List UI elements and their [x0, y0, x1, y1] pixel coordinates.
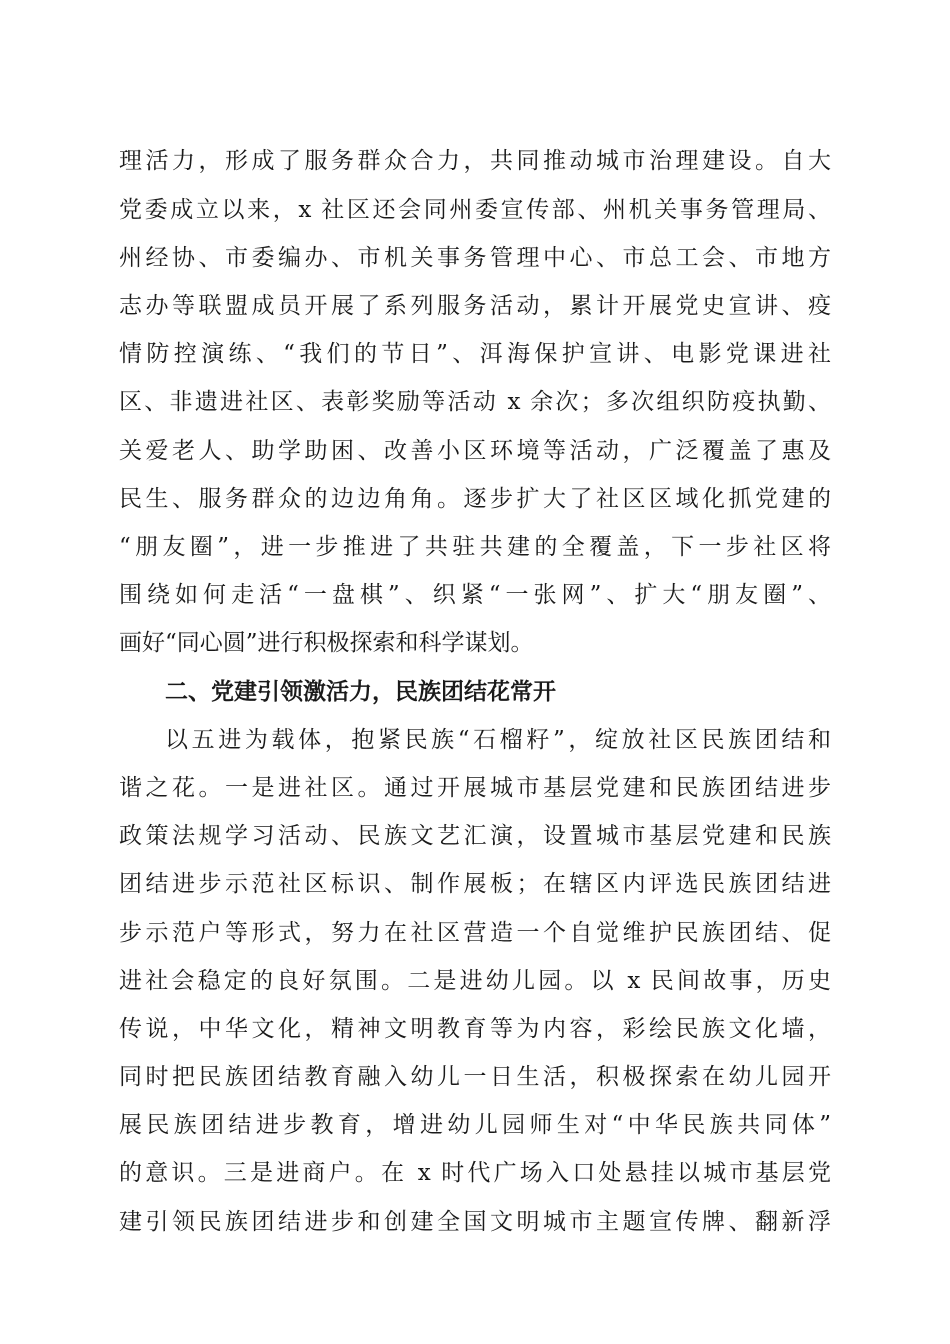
- paragraph-line: 理活力，形成了服务群众合力，共同推动城市治理建设。自大: [119, 148, 831, 174]
- paragraph-line: 围绕如何走活“一盘棋”、织紧“一张网”、扩大“朋友圈”、: [119, 582, 831, 608]
- paragraph-line: 团结进步示范社区标识、制作展板；在辖区内评选民族团结进: [119, 871, 831, 897]
- paragraph-line: “朋友圈”，进一步推进了共驻共建的全覆盖，下一步社区将: [119, 534, 831, 560]
- paragraph-line: 州经协、市委编办、市机关事务管理中心、市总工会、市地方: [119, 245, 831, 271]
- paragraph-line: 建引领民族团结进步和创建全国文明城市主题宣传牌、翻新浮: [119, 1209, 831, 1235]
- paragraph-line: 民生、服务群众的边边角角。逐步扩大了社区区域化抓党建的: [119, 486, 831, 512]
- paragraph-line: 党委成立以来，x 社区还会同州委宣传部、州机关事务管理局、: [119, 197, 831, 223]
- paragraph-line: 政策法规学习活动、民族文艺汇演，设置城市基层党建和民族: [119, 823, 831, 849]
- paragraph-line: 以五进为载体，抱紧民族“石榴籽”，绽放社区民族团结和: [165, 727, 831, 753]
- paragraph-line: 区、非遗进社区、表彰奖励等活动 x 余次；多次组织防疫执勤、: [119, 389, 831, 415]
- paragraph-line: 关爱老人、助学助困、改善小区环境等活动，广泛覆盖了惠及: [119, 438, 831, 464]
- section-heading: 二、党建引领激活力，民族团结花常开: [165, 679, 556, 705]
- paragraph-line: 谐之花。一是进社区。通过开展城市基层党建和民族团结进步: [119, 775, 831, 801]
- paragraph-line: 同时把民族团结教育融入幼儿一日生活，积极探索在幼儿园开: [119, 1064, 831, 1090]
- paragraph-line: 传说，中华文化，精神文明教育等为内容，彩绘民族文化墙，: [119, 1016, 831, 1042]
- paragraph-line: 进社会稳定的良好氛围。二是进幼儿园。以 x 民间故事，历史: [119, 968, 831, 994]
- paragraph-line: 步示范户等形式，努力在社区营造一个自觉维护民族团结、促: [119, 920, 831, 946]
- paragraph-line: 志办等联盟成员开展了系列服务活动，累计开展党史宣讲、疫: [119, 293, 831, 319]
- paragraph-line: 展民族团结进步教育，增进幼儿园师生对“中华民族共同体”: [119, 1112, 831, 1138]
- paragraph-line: 画好“同心圆”进行积极探索和科学谋划。: [119, 630, 534, 656]
- paragraph-line: 的意识。三是进商户。在 x 时代广场入口处悬挂以城市基层党: [119, 1160, 831, 1186]
- paragraph-line: 情防控演练、“我们的节日”、洱海保护宣讲、电影党课进社: [119, 341, 831, 367]
